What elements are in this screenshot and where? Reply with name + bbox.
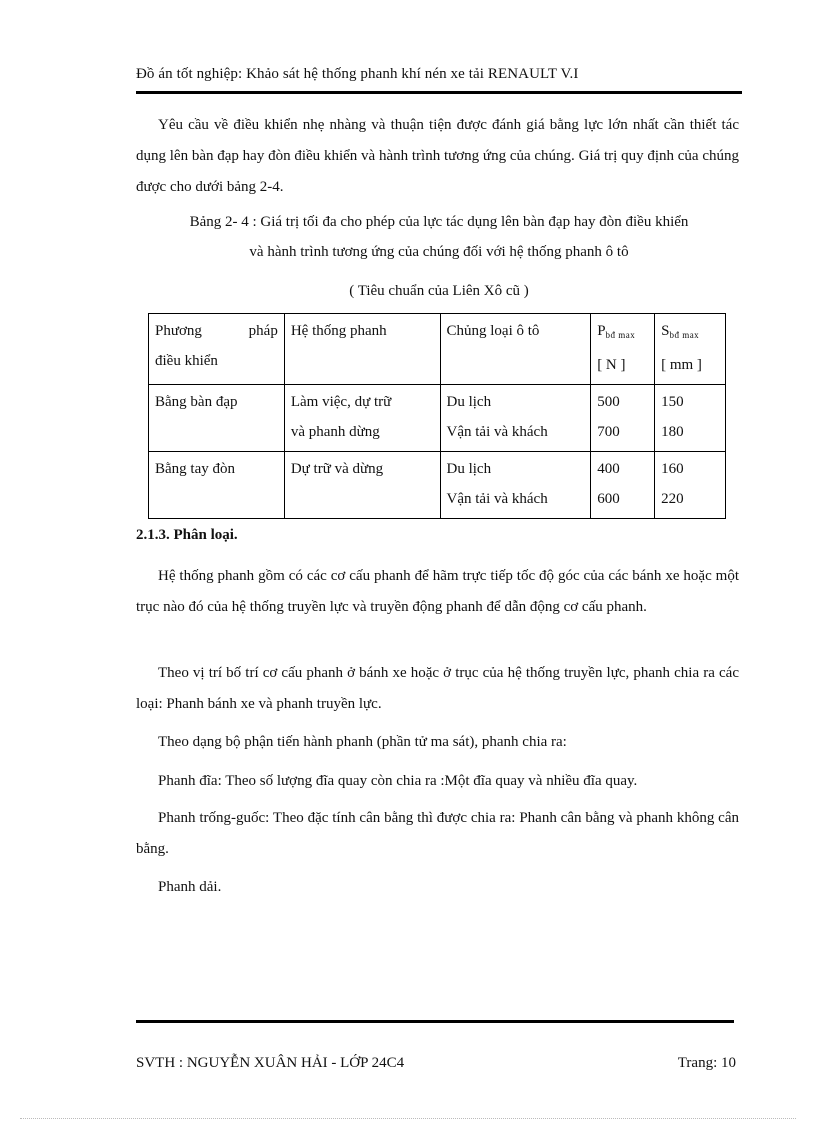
cell-system: Làm việc, dự trữ và phanh dừng <box>284 385 440 452</box>
table-header-row <box>149 314 726 385</box>
table-caption-line-2: và hành trình tương ứng của chúng đối với hệ thống phanh ô tô <box>249 244 629 260</box>
table-caption-line-3: ( Tiêu chuẩn của Liên Xô cũ ) <box>349 283 529 299</box>
header-vehicle: Chủng loại ô tô <box>440 314 591 385</box>
table-row <box>149 452 726 519</box>
page-header: Đồ án tốt nghiệp: Khảo sát hệ thống phanh khí nén xe tải RENAULT V.I <box>136 66 579 82</box>
footer-page-number: Trang: 10 <box>677 1055 736 1071</box>
header-system: Hệ thống phanh <box>284 314 440 385</box>
cell-vehicle: Du lịch Vận tải và khách <box>440 385 591 452</box>
cell-travel: 160 220 <box>655 452 726 519</box>
section-paragraph-2: Theo vị trí bố trí cơ cấu phanh ở bánh xe hoặc ở trục của hệ thống truyền lực, phanh chia ra các loại: Phanh bánh xe và phanh truyền lực. <box>136 665 739 712</box>
page-edge-dots <box>20 1118 796 1119</box>
header-travel: $S_{bđ max}$ [ mm ] <box>655 314 726 385</box>
page-footer <box>136 1055 736 1072</box>
cell-force: 500 700 <box>591 385 655 452</box>
footer-rule <box>136 1020 734 1023</box>
table-row <box>149 385 726 452</box>
cell-force: 400 600 <box>591 452 655 519</box>
table-caption-line-1: Bảng 2- 4 : Giá trị tối đa cho phép của lực tác dụng lên bàn đạp hay đòn điều khiển <box>189 214 689 230</box>
cell-vehicle: Du lịch Vận tải và khách <box>440 452 591 519</box>
cell-system: Dự trữ và dừng <box>284 452 440 519</box>
section-heading: 2.1.3. Phân loại. <box>136 527 238 543</box>
section-paragraph-5: Phanh trống-guốc: Theo đặc tính cân bằng thì được chia ra: Phanh cân bằng và phanh không cân bằng. <box>136 810 739 857</box>
section-paragraph-3: Theo dạng bộ phận tiến hành phanh (phần tử ma sát), phanh chia ra: <box>158 734 567 750</box>
cell-travel: 150 180 <box>655 385 726 452</box>
header-rule <box>136 91 742 94</box>
header-method: Phương pháp điều khiển <box>149 314 285 385</box>
footer-author: SVTH : NGUYỄN XUÂN HẢI - LỚP 24C4 <box>136 1055 405 1071</box>
intro-paragraph: Yêu cầu về điều khiển nhẹ nhàng và thuận tiện được đánh giá bằng lực lớn nhất cần thiết tác dụng lên bàn đạp hay đòn điều khiển và hành trình tương ứng của chúng. Giá trị quy định của chúng được cho dưới bảng 2-4. <box>136 117 739 195</box>
header-force: $P_{bđ max}$ [ N ] <box>591 314 655 385</box>
section-paragraph-1: Hệ thống phanh gồm có các cơ cấu phanh để hãm trực tiếp tốc độ góc của các bánh xe hoặc một trục nào đó của hệ thống truyền lực và truyền động phanh để dẫn động cơ cấu phanh. <box>136 568 739 615</box>
brake-control-table <box>148 313 726 519</box>
cell-method: Bằng tay đòn <box>149 452 285 519</box>
cell-method: Bằng bàn đạp <box>149 385 285 452</box>
section-paragraph-4: Phanh đĩa: Theo số lượng đĩa quay còn chia ra :Một đĩa quay và nhiều đĩa quay. <box>158 773 638 789</box>
section-paragraph-6: Phanh dải. <box>158 879 222 895</box>
